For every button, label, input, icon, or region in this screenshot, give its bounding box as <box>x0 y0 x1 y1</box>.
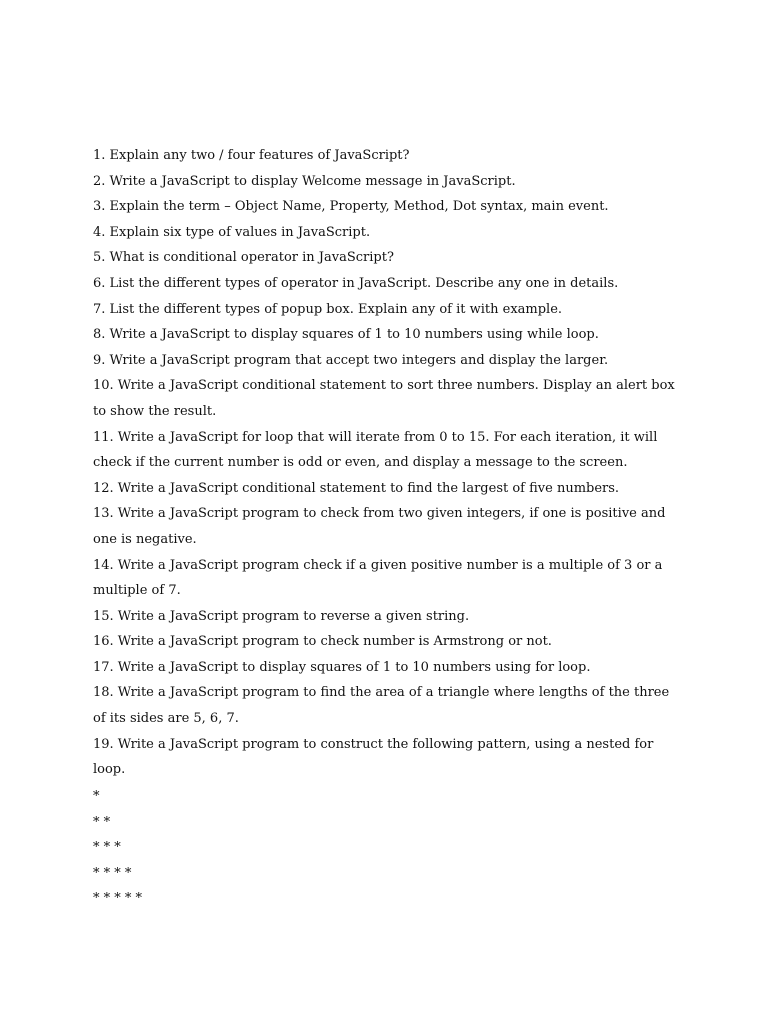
question-item: 1. Explain any two / four features of JavaScript? <box>93 148 410 163</box>
question-item: 2. Write a JavaScript to display Welcome message in JavaScript. <box>93 173 516 189</box>
question-item: 16. Write a JavaScript program to check number is Armstrong or not. <box>93 634 552 650</box>
question-item: 6. List the different types of operator in JavaScript. Describe any one in details. <box>93 275 619 291</box>
question-item: 4. Explain six type of values in JavaScript. <box>93 224 371 240</box>
pattern-row: * * * * * <box>93 891 143 907</box>
question-item: 18. Write a JavaScript program to find the area of a triangle where lengths of the three of its sides are 5, 6, 7. <box>93 685 670 727</box>
question-item: 5. What is conditional operator in JavaScript? <box>93 250 394 266</box>
question-item: 7. List the different types of popup box. Explain any of it with example. <box>93 301 563 317</box>
star-pattern <box>93 784 142 912</box>
question-item: 19. Write a JavaScript program to construct the following pattern, using a nested for loop. <box>93 736 654 778</box>
question-list <box>93 143 683 783</box>
pattern-row: * * * * <box>93 865 132 881</box>
question-item: 14. Write a JavaScript program check if a given positive number is a multiple of 3 or a multiple of 7. <box>93 557 663 599</box>
question-item: 17. Write a JavaScript to display squares of 1 to 10 numbers using for loop. <box>93 659 591 675</box>
question-item: 9. Write a JavaScript program that accept two integers and display the larger. <box>93 352 609 368</box>
question-item: 10. Write a JavaScript conditional statement to sort three numbers. Display an alert box to show the result. <box>93 378 675 419</box>
question-item: 12. Write a JavaScript conditional statement to find the largest of five numbers. <box>93 480 620 496</box>
pattern-row: * * <box>93 814 111 830</box>
question-item: 8. Write a JavaScript to display squares of 1 to 10 numbers using while loop. <box>93 327 599 343</box>
question-item: 11. Write a JavaScript for loop that will iterate from 0 to 15. For each iteration, it will check if the current number is odd or even, and display a message to the screen. <box>93 429 658 471</box>
question-item: 13. Write a JavaScript program to check from two given integers, if one is positive and one is negative. <box>93 506 666 547</box>
question-item: 3. Explain the term – Object Name, Property, Method, Dot syntax, main event. <box>93 199 609 215</box>
pattern-row: * <box>93 789 100 804</box>
question-item: 15. Write a JavaScript program to reverse a given string. <box>93 608 470 624</box>
pattern-row: * * * <box>93 840 121 856</box>
